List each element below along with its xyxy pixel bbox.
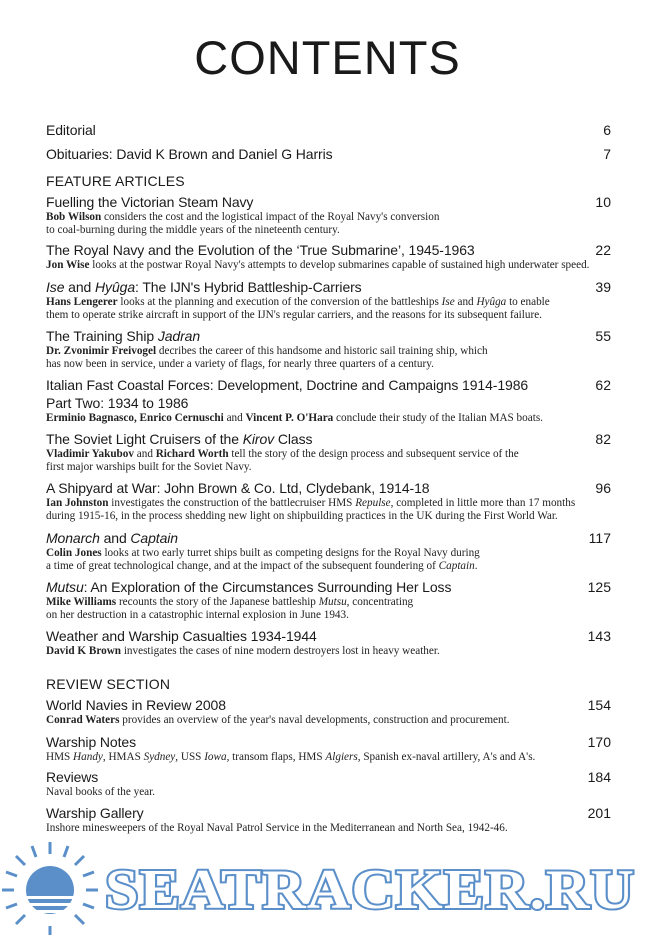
entry-title: Warship Gallery xyxy=(46,805,144,821)
entry-title: Ise and Hyûga: The IJN's Hybrid Battleship-Carriers xyxy=(46,279,362,295)
entry-description: HMS Handy, HMAS Sydney, USS Iowa, transom flaps, HMS Algiers, Spanish ex-naval artillery, A's and A's. xyxy=(46,751,536,763)
toc-entry-obituaries[interactable] xyxy=(46,146,611,162)
page-number: 62 xyxy=(595,377,611,393)
page-number: 201 xyxy=(587,805,611,821)
page-number: 143 xyxy=(587,628,611,644)
entry-description: David K Brown investigates the cases of nine modern destroyers lost in heavy weather. xyxy=(46,645,440,657)
toc-entry[interactable] xyxy=(46,431,611,474)
sun-logo-icon xyxy=(2,842,98,935)
entry-description: Colin Jones looks at two early turret ships built as competing designs for the Royal Navy during a time of great technological change, and at the impact of the subsequent foundering of Captain. xyxy=(46,547,480,572)
page-number: 125 xyxy=(587,579,611,595)
entry-title: Fuelling the Victorian Steam Navy xyxy=(46,194,254,210)
entry-title: Mutsu: An Exploration of the Circumstances Surrounding Her Loss xyxy=(46,579,452,595)
entry-description: Bob Wilson considers the cost and the logistical impact of the Royal Navy's conversion to coal-burning during the middle years of the nineteenth century. xyxy=(46,211,440,236)
toc-entry[interactable] xyxy=(46,480,611,523)
page-title: CONTENTS xyxy=(194,31,461,84)
entry-subtitle: Part Two: 1934 to 1986 xyxy=(46,395,189,411)
section-heading-features: FEATURE ARTICLES xyxy=(46,173,185,189)
toc-entry[interactable] xyxy=(46,628,611,658)
entry-title: World Navies in Review 2008 xyxy=(46,697,226,713)
entry-title: The Soviet Light Cruisers of the Kirov Class xyxy=(46,431,313,447)
page-number: 117 xyxy=(588,530,611,546)
toc-entry[interactable] xyxy=(46,734,611,764)
entry-description: Mike Williams recounts the story of the Japanese battleship Mutsu, concentrating on her destruction in a catastrophic internal explosion in June 1943. xyxy=(46,596,414,621)
entry-description: Jon Wise looks at the postwar Royal Navy's attempts to develop submarines capable of sustained high underwater speed. xyxy=(46,259,590,271)
entry-description: Inshore minesweepers of the Royal Naval Patrol Service in the Mediterranean and North Sea, 1942-46. xyxy=(46,822,508,834)
page-number: 22 xyxy=(595,242,611,258)
toc-entry[interactable] xyxy=(46,805,611,835)
entry-title: A Shipyard at War: John Brown & Co. Ltd, Clydebank, 1914-18 xyxy=(46,480,430,496)
toc-entry[interactable] xyxy=(46,530,611,573)
page-number: 6 xyxy=(603,122,611,138)
page-number: 82 xyxy=(595,431,611,447)
entry-description: Naval books of the year. xyxy=(46,786,156,798)
toc-entry[interactable] xyxy=(46,377,611,425)
page-number: 10 xyxy=(595,194,611,210)
entry-title: Warship Notes xyxy=(46,734,136,750)
page-number: 96 xyxy=(595,480,611,496)
entry-description: Vladimir Yakubov and Richard Worth tell the story of the design process and subsequent service of the first major warships built for the Soviet Navy. xyxy=(46,448,519,473)
page-number: 39 xyxy=(595,279,611,295)
page-number: 170 xyxy=(587,734,611,750)
entry-description: Erminio Bagnasco, Enrico Cernuschi and Vincent P. O'Hara conclude their study of the Italian MAS boats. xyxy=(46,412,543,424)
page-number: 55 xyxy=(595,328,611,344)
toc-entry[interactable] xyxy=(46,328,611,371)
author: Jon Wise xyxy=(46,259,90,271)
entry-title: Weather and Warship Casualties 1934-1944 xyxy=(46,628,317,644)
toc-entry-editorial[interactable] xyxy=(46,122,611,138)
entry-title: Italian Fast Coastal Forces: Development, Doctrine and Campaigns 1914-1986 xyxy=(46,377,529,393)
author: Bob Wilson xyxy=(46,211,102,223)
toc-entry[interactable] xyxy=(46,579,611,622)
entry-title: Monarch and Captain xyxy=(46,530,178,546)
toc-entry[interactable] xyxy=(46,769,611,799)
author: Hans Lengerer xyxy=(46,296,118,308)
entry-title: Obituaries: David K Brown and Daniel G Harris xyxy=(46,146,333,162)
toc-entry[interactable] xyxy=(46,242,611,272)
entry-title: Editorial xyxy=(46,122,96,138)
entry-title: The Royal Navy and the Evolution of the ‘True Submarine’, 1945-1963 xyxy=(46,242,475,258)
entry-description: Conrad Waters provides an overview of the year's naval developments, construction and procurement. xyxy=(46,714,510,726)
entry-title: Reviews xyxy=(46,769,99,785)
section-heading-review: REVIEW SECTION xyxy=(46,676,171,692)
page-number: 184 xyxy=(587,769,611,785)
entry-title: The Training Ship Jadran xyxy=(46,328,201,344)
toc-entry[interactable] xyxy=(46,697,611,727)
watermark-text: SEATRACKER.RU xyxy=(105,859,635,921)
entry-description: Hans Lengerer looks at the planning and execution of the conversion of the battleships Ise and Hyûga to enable them to operate strike aircraft in support of the IJN's regular carriers, and the reasons for its subsequent failure. xyxy=(46,296,550,321)
page-number: 154 xyxy=(587,697,611,713)
entry-description: Ian Johnston investigates the construction of the battlecruiser HMS Repulse, completed in little more than 17 months during 1915-16, in the process shedding new light on shipbuilding practices in the UK during the First World War. xyxy=(46,497,576,522)
entry-description: Dr. Zvonimir Freivogel decribes the career of this handsome and historic sail training ship, which has now been in service, under a variety of flags, for nearly three quarters of a century. xyxy=(46,345,488,370)
toc-entry[interactable] xyxy=(46,194,611,237)
watermark xyxy=(0,840,655,935)
toc-entry[interactable] xyxy=(46,279,611,322)
page-number: 7 xyxy=(603,146,611,162)
author: Dr. Zvonimir Freivogel xyxy=(46,345,157,357)
